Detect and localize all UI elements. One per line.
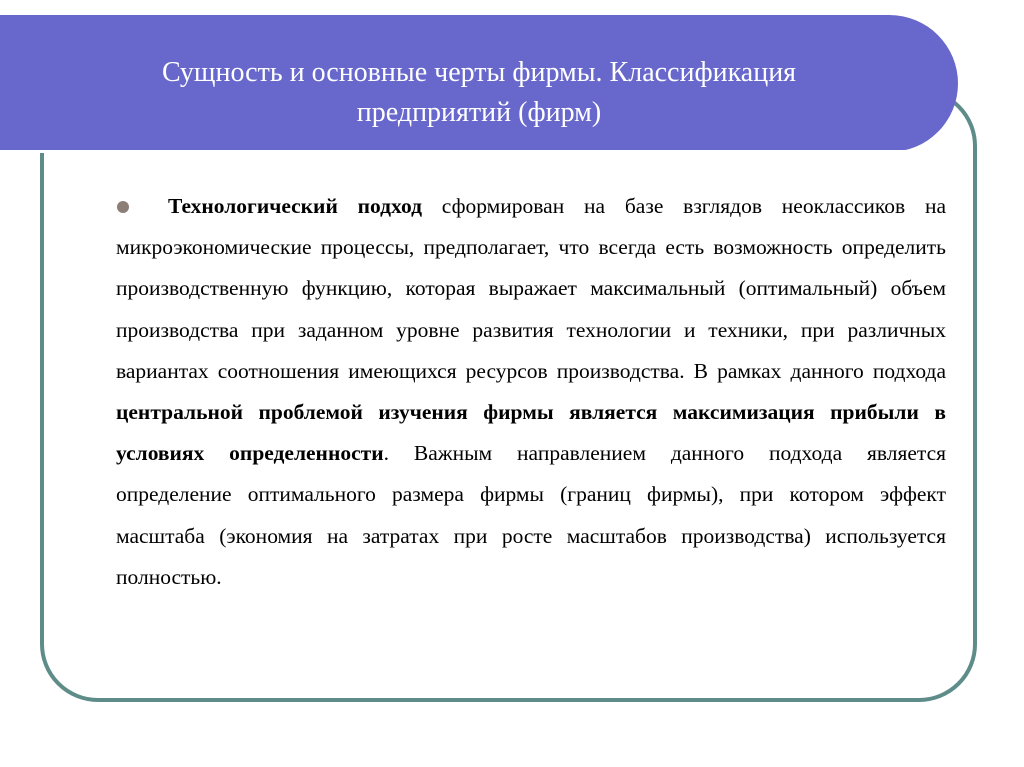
title-line-1: Сущность и основные черты фирмы. Классификация <box>161 57 797 88</box>
paragraph-text-1: сформирован на базе взглядов неоклассиков на микроэкономические процессы, предполагает, что всегда есть возможность определить производственную функцию, которая выражает максимальный (оптимальный) объем производства при заданном уровне развития технологии и техники, при различных вариантах соотношения имеющихся ресурсов производства. В рамках данного подхода <box>116 194 946 383</box>
title-underline <box>0 150 908 153</box>
title-line-2: предприятий (фирм) <box>356 97 602 128</box>
paragraph-text-2: . Важным направлением данного подхода является определение оптимального размера фирмы (границ фирмы), при котором эффект масштаба (экономия на затратах при росте масштабов производства) используется полностью. <box>116 441 947 589</box>
key-statement: центральной проблемой изучения фирмы является максимизация прибыли в условиях определенности <box>116 400 946 466</box>
body-paragraph <box>116 186 946 598</box>
title-bar <box>0 15 958 152</box>
lead-term: Технологический подход <box>168 194 422 218</box>
slide-title <box>60 53 898 133</box>
